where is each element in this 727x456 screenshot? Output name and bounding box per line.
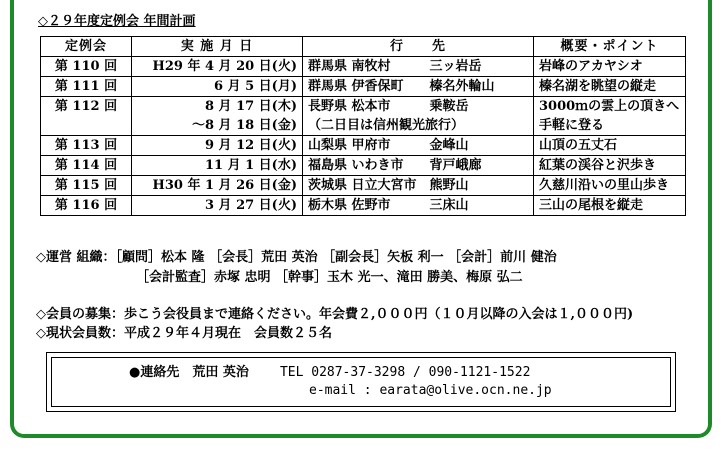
point-line: 久慈川沿いの里山歩き (539, 178, 670, 193)
date-line: 6 月 5 日(月) (214, 79, 297, 94)
destination-cell (303, 77, 534, 97)
date-line: H29 年 4 月 20 日(火) (152, 59, 297, 74)
point-line: 紅葉の渓谷と沢歩き (539, 158, 657, 173)
table-row (41, 57, 686, 77)
meeting-number-cell: 第 110 回 (41, 57, 132, 77)
date-cell (132, 176, 303, 196)
meeting-number-cell: 第 111 回 (41, 77, 132, 97)
table-row (41, 156, 686, 176)
table-row (41, 136, 686, 156)
contact-box (46, 352, 676, 412)
destination-line: 長野県 松本市 乗鞍岳 (308, 99, 469, 114)
point-cell (534, 176, 686, 196)
contact-email: e-mail : earata@olive.ocn.ne.jp (309, 383, 552, 398)
point-line: 岩峰のアカヤシオ (539, 59, 643, 74)
point-cell (534, 196, 686, 216)
destination-line: 福島県 いわき市 背戸峨廊 (308, 158, 482, 173)
destination-cell (303, 176, 534, 196)
destination-line: （二日目は信州観光旅行） (308, 118, 465, 133)
meeting-number-cell: 第 114 回 (41, 156, 132, 176)
organization-line-1: ◇運営 組織：［顧問］松本 隆 ［会長］荒田 英治 ［副会長］矢板 利一 ［会計］前川 健治 (36, 250, 557, 265)
header-meeting: 定例会 (41, 37, 132, 57)
table-row (41, 97, 686, 136)
organization-line-2: ［会計監査］赤塚 忠明 ［幹事］玉木 光一、滝田 勝美、梅原 弘二 (136, 270, 523, 285)
meeting-number-cell: 第 115 回 (41, 176, 132, 196)
point-cell (534, 156, 686, 176)
destination-line: 群馬県 伊香保町 榛名外輪山 (308, 79, 495, 94)
member-info (36, 305, 633, 343)
destination-cell (303, 97, 534, 136)
destination-cell (303, 196, 534, 216)
header-point: 概要・ポイント (534, 37, 686, 57)
meeting-number-cell: 第 112 回 (41, 97, 132, 136)
point-cell (534, 136, 686, 156)
header-date: 実 施 月 日 (132, 37, 303, 57)
date-line: ～8 月 18 日(金) (191, 118, 297, 133)
date-line: 3 月 27 日(火) (204, 198, 297, 213)
date-cell (132, 196, 303, 216)
organization-info (36, 248, 557, 288)
date-cell (132, 77, 303, 97)
destination-line: 群馬県 南牧村 三ッ岩岳 (308, 59, 482, 74)
point-line: 三山の尾根を縦走 (539, 198, 644, 213)
destination-line: 栃木県 佐野市 三床山 (308, 198, 469, 213)
point-line: 山頂の五丈石 (539, 138, 618, 153)
date-cell (132, 156, 303, 176)
table-row (41, 176, 686, 196)
date-line: 11 月 1 日(水) (204, 158, 297, 173)
point-cell (534, 97, 686, 136)
section-title: ◇２９年度定例会 年間計画 (38, 14, 196, 29)
date-line: 8 月 17 日(木) (204, 99, 297, 114)
table-row (41, 196, 686, 216)
destination-cell (303, 136, 534, 156)
date-line: 9 月 12 日(火) (204, 138, 297, 153)
meeting-number-cell: 第 116 回 (41, 196, 132, 216)
destination-cell (303, 156, 534, 176)
table-header-row (41, 37, 686, 57)
destination-line: 茨城県 日立大宮市 熊野山 (308, 178, 469, 193)
contact-label: ●連絡先 荒田 英治 (129, 365, 249, 380)
point-line: 3000ｍの雲上の頂きへ (539, 99, 680, 114)
destination-cell (303, 57, 534, 77)
date-cell (132, 57, 303, 77)
point-line: 榛名湖を眺望の縦走 (539, 79, 657, 94)
date-line: H30 年 1 月 26 日(金) (152, 178, 297, 193)
contact-tel: TEL 0287-37-3298 / 090-1121-1522 (279, 365, 531, 380)
table-row (41, 77, 686, 97)
destination-line: 山梨県 甲府市 金峰山 (308, 138, 469, 153)
meeting-number-cell: 第 113 回 (41, 136, 132, 156)
date-cell (132, 97, 303, 136)
point-cell (534, 57, 686, 77)
date-cell (132, 136, 303, 156)
member-count: ◇現状会員数：平成２９年４月現在 会員数２５名 (36, 326, 332, 341)
point-cell (534, 77, 686, 97)
contact-line-1 (129, 361, 530, 380)
point-line: 手軽に登る (539, 118, 605, 133)
member-recruit: ◇会員の募集：歩こう会役員まで連絡ください。年会費２,０００円（１０月以降の入会は１,０００円) (36, 307, 634, 322)
annual-plan-table (40, 36, 686, 216)
header-destination: 行 先 (303, 37, 534, 57)
